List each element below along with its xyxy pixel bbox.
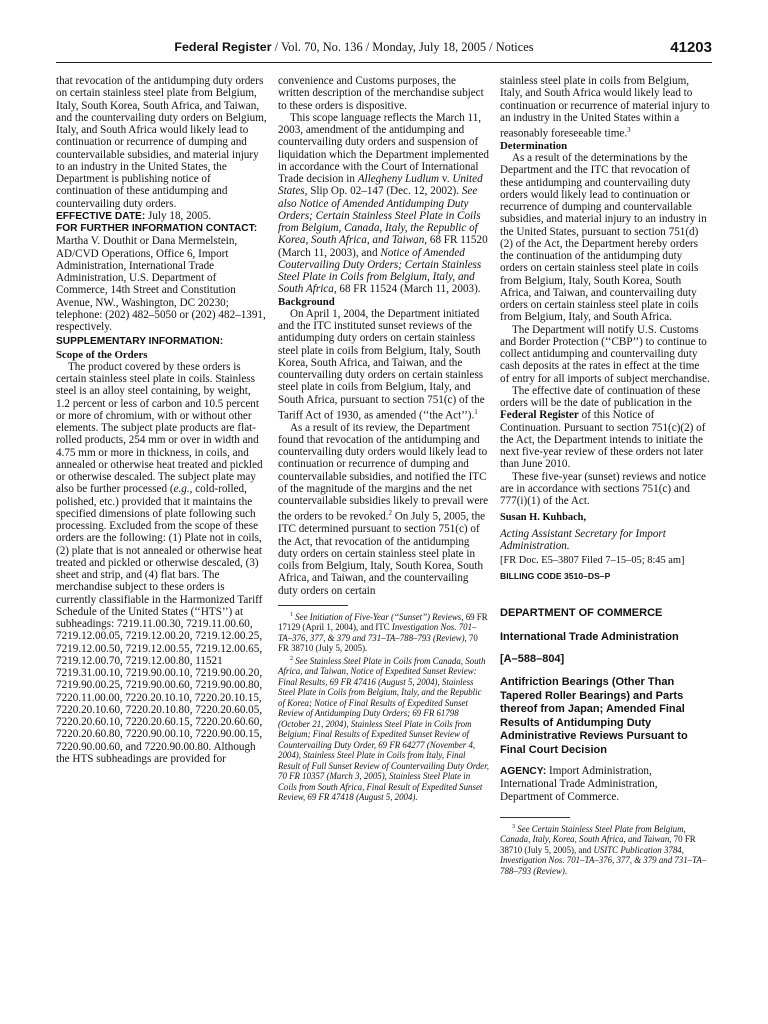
agency-heading: International Trade Administration — [500, 631, 679, 644]
scope-paragraph — [56, 361, 267, 765]
fn3-c: USITC Publication 3784, Investigation Nos. 701–TA–376, 377, & 379 and 731–TA–788–793 (Review) — [500, 844, 707, 876]
scope-language-paragraph — [278, 112, 489, 296]
col3-p1-text: stainless steel plate in coils from Belgium, Italy, and South Africa would likely lead to continuation or recurrence of material injury to an industry in the United States within a reasonably foreseeable time. — [500, 75, 710, 140]
p2-v: v. — [439, 173, 453, 185]
footnote-ref-1: 1 — [474, 407, 478, 416]
fr-doc-line: [FR Doc. E5–3807 Filed 7–15–05; 8:45 am] — [500, 555, 685, 567]
determination-paragraph-4: These five-year (sunset) reviews and notice are in accordance with sections 751(c) and 777(i)(1) of the Act. — [500, 470, 706, 508]
effective-date-label: EFFECTIVE DATE: — [56, 210, 146, 222]
case-party: United States — [278, 173, 483, 198]
footnote-3-number: 3 — [512, 823, 515, 830]
fn1-b: , 69 FR 17129 (April 1, 2004), and ITC — [278, 611, 488, 633]
fn1-d: , 70 FR 38710 (July 5, 2005). — [278, 632, 478, 654]
scope-continuation: convenience and Customs purposes, the written description of the merchandise subject to these orders is dispositive. — [278, 75, 484, 112]
fn1-a: See Initiation of Five-Year (‘‘Sunset’’) Reviews — [295, 611, 462, 622]
footnote-1 — [278, 610, 489, 654]
supplementary-label: SUPPLEMENTARY INFORMATION: — [56, 336, 224, 348]
case-name: Allegheny Ludlum — [357, 173, 440, 185]
determination-paragraph-3 — [500, 385, 711, 471]
intro-paragraph: that revocation of the antidumping duty orders on certain stainless steel plate from Belgium, Italy, South Korea, South Africa, and Taiwan, and the countervailing duty orders on Belgium, Italy, and South Africa would likely lead to continuation or recurrence of dumping and countervailable subsidies, and material injury to an industry in the United States, the Department is publishing notice of continuation of these antidumping and countervailing duty orders. — [56, 75, 267, 210]
fn2-text: See Stainless Steel Plate in Coils from Canada, South Africa, and Taiwan, Notice of Expedited Sunset Review: Final Results, 69 FR 47416 (August 5, 2004), Stainless Steel Plate in Coils from Belgium, Italy, and the Republic of Korea; Notice of Final Results of Expedited Sunset Review of Antidumping Duty Orders; 69 FR 61798 (October 21, 2004), Stainless Steel Plate in Coils from Belgium; Final Results of Expedited Sunset Review of Countervailing Duty Order, 69 FR 64277 (November 4, 2004), Stainless Steel Plate in Coils from Italy, Final Result of Full Sunset Review of Countervailing Duty Order, 70 FR 10357 (March 3, 2005), Stainless Steel Plate in Coils from South Africa, Final Result of Expedited Sunset Review, 69 FR 47418 (August 5, 2004). — [278, 655, 489, 803]
agency-text: Import Administration, International Trade Administration, Department of Commerce. — [500, 765, 658, 803]
billing-code: BILLING CODE 3510–DS–P — [500, 571, 611, 582]
effective-date — [56, 210, 267, 223]
det3-a: The effective date of continuation of these orders will be the date of publication in the — [500, 384, 701, 410]
fn3-d: . — [564, 865, 568, 876]
scope-eg: e.g. — [173, 483, 190, 496]
footnote-3 — [500, 822, 711, 876]
agency-line — [500, 765, 711, 803]
page-number: 41203 — [670, 39, 712, 56]
determination-paragraph-1: As a result of the determinations by the Department and the ITC that revocation of these antidumping and countervailing duty orders would likely lead to continuation or recurrence of dumping and countervailable subsidies, and material injury to an industry in the United States, pursuant to section 751(d)(2) of the Act, the Department hereby orders the continuation of the antidumping duty orders on certain stainless steel plate in coils from Belgium, Italy, South Korea, South Africa, and Taiwan, and countervailing duty orders on certain stainless steel plate in coils from Belgium, Italy, and South Africa. — [500, 152, 707, 324]
contact-text: Martha V. Douthit or Dana Mermelstein, AD/CVD Operations, Office 6, Import Administration, International Trade Administration, U.S. Department of Commerce, 14th Street and Constitution Avenue, NW., Washington, DC 20230; telephone: (202) 482–5050 or (202) 482–1391, respectively. — [56, 235, 266, 333]
scope-text-b: , cold-rolled, polished, etc.) provided that it maintains the specified dimensions of plate following such processing. Excluded from the scope of these orders are the following: (1) Plate not in coils, (2) plate that is not annealed or otherwise heat treated and pickled or otherwise descaled, (3) sheet and strip, and (4) flat bars. The merchandise subject to these orders is currently classifiable in the Harmonized Tariff Schedule of the United States (‘‘HTS’’) at subheadings: 7219.11.00.30, 7219.11.00.60, 7219.12.00.05, 7219.12.00.20, 7219.12.00.25, 7219.12.00.50, 7219.12.00.55, 7219.12.00.65, 7219.12.00.70, 7219.12.00.80, 11521 7219.31.00.10, 7219.90.00.10, 7219.90.00.20, 7219.90.00.25, 7219.90.00.60, 7219.90.00.80, 7220.11.00.00, 7220.20.10.10, 7220.20.10.15, 7220.20.10.60, 7220.20.10.80, 7220.20.60.05, 7220.20.60.10, 7220.20.60.15, 7220.20.60.60, 7220.20.60.80, 7220.90.00.10, 7220.90.00.15, 7220.90.00.60, and 7220.90.00.80. Although the HTS subheadings are provided for — [56, 483, 263, 765]
column-1 — [56, 75, 267, 765]
issue-info: / Vol. 70, No. 136 / Monday, July 18, 2005 / Notices — [271, 40, 534, 54]
signer-title-text: Acting Assistant Secretary for Import Administration. — [500, 527, 666, 552]
contact-label: FOR FURTHER INFORMATION CONTACT: — [56, 223, 258, 234]
p2-text-a: This scope language reflects the March 11, 2003, amendment of the antidumping and countervailing duty orders and suspension of liquidation which the Department implemented in accordance with the Court of International Trade decision in — [278, 111, 489, 185]
footnote-2 — [278, 654, 489, 803]
fn3-a: See Certain Stainless Steel Plate from Belgium, Canada, Italy, Korea, South Africa, and Taiwan — [500, 823, 686, 845]
cvd-citation: Notice of Amended Coutervailing Duty Orders; Certain Stainless Steel Plate in Coils from Belgium, Italy, and South Africa — [278, 246, 482, 296]
signer-title — [500, 528, 711, 553]
footnote-ref-2: 2 — [388, 509, 392, 518]
column-2 — [278, 75, 489, 803]
journal-name: Federal Register — [174, 40, 272, 54]
bg2-text: As a result of its review, the Department found that revocation of the antidumping and countervailing duty orders would likely lead to continuation or recurrence of dumping and countervailable subsidies, and notified the ITC of the magnitude of the margins and the net countervailable subsidies likely to prevail were the orders to be revoked. — [278, 421, 489, 524]
fn1-c: Investigation Nos. 701–TA–376, 377, & 379 and 731–TA–788–793 (Review) — [278, 622, 477, 643]
federal-register-ref: Federal Register — [500, 409, 579, 422]
see-also-citation: See also Notice of Amended Antidumping Duty Orders; Certain Stainless Steel Plate in Coils from Belgium, Canada, Italy, the Republic of Korea, South Africa, and Taiwan — [278, 185, 481, 247]
p2-text-d: , 68 FR 11524 (March 11, 2003). — [333, 283, 481, 296]
header-rule — [56, 62, 712, 63]
column-3 — [500, 75, 711, 876]
scope-heading: Scope of the Orders — [56, 348, 148, 361]
footnote-ref-3: 3 — [627, 126, 631, 134]
background-paragraph-1 — [278, 308, 489, 422]
background-paragraph-2 — [278, 422, 489, 597]
determination-paragraph-2: The Department will notify U.S. Customs and Border Protection (‘‘CBP’’) to continue to collect antidumping and countervailing duty cash deposits at the rates in effect at the time of entry for all imports of subject merchandise. — [500, 323, 710, 385]
signer-name: Susan H. Kuhbach, — [500, 512, 587, 524]
department-heading: DEPARTMENT OF COMMERCE — [500, 606, 663, 619]
continuation-paragraph — [500, 75, 711, 140]
notice-title: Antifriction Bearings (Other Than Tapered Roller Bearings) and Parts thereof from Japan; Amended Final Results of Antidumping Duty Administrative Reviews Pursuant to Final Court Decision — [500, 676, 688, 756]
scope-text-a: The product covered by these orders is certain stainless steel plate in coils. Stainless steel is an alloy steel containing, by weight, 1.2 percent or less of carbon and 10.5 percent or more of chromium, with or without other elements. The subject plate products are flat-rolled products, 254 mm or over in width and 4.75 mm or more in thickness, in coils, and annealed or otherwise heat treated and pickled or otherwise descaled. The subject plate may also be further processed ( — [56, 360, 263, 496]
footnote-1-number: 1 — [290, 611, 293, 618]
footnote-2-number: 2 — [290, 655, 293, 662]
fn3-b: , 70 FR 38710 (July 5, 2005), and — [500, 834, 696, 855]
footnote-rule-3 — [500, 817, 570, 818]
header-citation — [56, 40, 652, 55]
p2-text-b: , Slip Op. 02–147 (Dec. 12, 2002). — [304, 185, 462, 198]
bg1-text: On April 1, 2004, the Department initiated and the ITC instituted sunset reviews of the antidumping duty orders on certain stainless steel plate in coils from Belgium, Italy, South Korea, South Africa, and Taiwan, and the countervailing duty orders on certain stainless steel plate in coils from Belgium, Italy, and South Africa, pursuant to section 751(c) of the Tariff Act of 1930, as amended (‘‘the Act’’). — [278, 307, 485, 422]
footnote-rule — [278, 605, 348, 606]
docket-number: [A–588–804] — [500, 652, 565, 665]
agency-label: AGENCY: — [500, 766, 547, 778]
page-header — [56, 40, 712, 60]
effective-date-value: July 18, 2005. — [145, 209, 212, 222]
det3-b: of this Notice of Continuation. Pursuant to section 751(c)(2) of the Act, the Department intends to initiate the next five-year review of these orders not later than June 2010. — [500, 409, 706, 471]
determination-heading: Determination — [500, 139, 568, 152]
bg2-text-b: On July 5, 2005, the ITC determined pursuant to section 751(c) of the Act, that revocation of the antidumping duty orders on certain stainless steel plate in coils from Belgium, Italy, South Korea, South Africa, and Taiwan, and the countervailing duty orders on certain — [278, 511, 486, 597]
background-heading: Background — [278, 295, 335, 308]
p2-text-c: , 68 FR 11520 (March 11, 2003), and — [278, 234, 488, 259]
